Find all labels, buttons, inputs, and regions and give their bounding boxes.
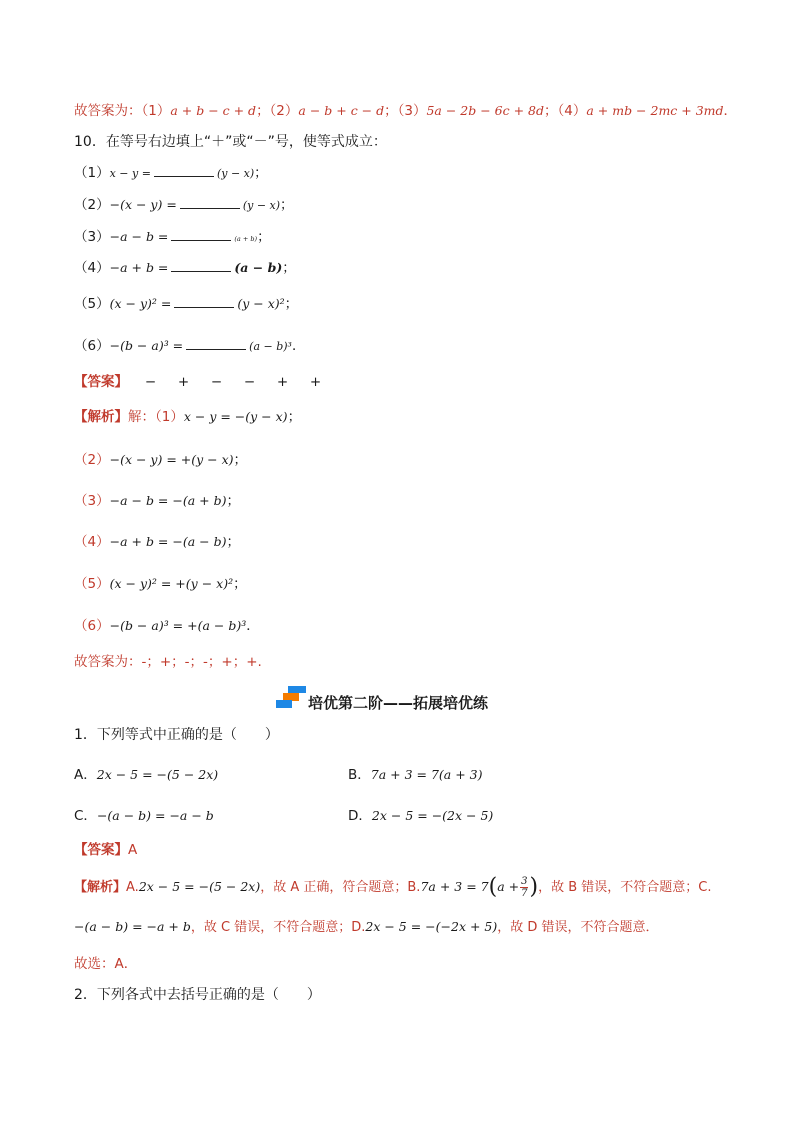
- answer-prefix: 故答案为：: [74, 103, 142, 119]
- option-label: B．: [348, 767, 371, 783]
- part-label: （1）: [141, 103, 171, 119]
- math-expr: a + mb − 2mc + 3md: [586, 103, 724, 118]
- part-label: ；（3）: [384, 103, 427, 119]
- tail: ；: [226, 493, 240, 509]
- option-ref: A.: [126, 880, 139, 895]
- answer-sign: −: [243, 374, 256, 390]
- rhs: (y − x): [242, 199, 281, 212]
- answer-sign: −: [144, 374, 157, 390]
- q10-analysis-3: [74, 492, 240, 510]
- math-expr: a − b + c − d: [298, 103, 385, 118]
- blank: [171, 227, 231, 241]
- math-expr: 5a − 2b − 6c + 8d: [426, 103, 544, 118]
- blank: [174, 294, 234, 308]
- solution-expr: (x − y)² = +(y − x)²: [109, 576, 234, 591]
- lhs: −a − b =: [109, 229, 169, 244]
- q1-analysis-line1: [74, 876, 711, 899]
- numerator: 3: [521, 876, 528, 887]
- paren: (: [488, 874, 498, 900]
- lhs: −(b − a)³ =: [109, 338, 184, 353]
- option-label: D．: [348, 808, 372, 824]
- q1-answer: [74, 841, 137, 859]
- tail: ．: [291, 338, 306, 354]
- part-label: ；（2）: [256, 103, 299, 119]
- tail: ；: [280, 197, 294, 213]
- analysis-text: ，故 B 错误，不符合题意；C.: [538, 880, 712, 895]
- tail: ；: [284, 296, 299, 312]
- blank: [180, 195, 240, 209]
- item-number: （6）: [74, 338, 110, 354]
- tail: ；: [257, 229, 271, 245]
- item-number: （1）: [155, 409, 184, 425]
- question-2-title: 2．下列各式中去括号正确的是（ ）: [74, 987, 321, 1003]
- tail: ．: [246, 618, 260, 634]
- option-c[interactable]: [74, 804, 214, 824]
- item-number: （3）: [74, 493, 110, 509]
- answer-sign: +: [309, 374, 322, 390]
- q10-answer: [74, 373, 332, 391]
- rhs: (a − b)³: [249, 340, 292, 353]
- analysis-intro: 解：: [128, 409, 155, 425]
- period: ．: [723, 103, 738, 119]
- section-title: 培优第二阶——拓展培优练: [308, 694, 489, 712]
- analysis-text: ，故 A 正确，符合题意；B.: [260, 880, 421, 895]
- solution-expr: −a + b = −(a − b): [109, 534, 227, 549]
- q10-item-1: [74, 163, 268, 183]
- rhs: (a + b): [234, 235, 258, 243]
- item-number: （2）: [74, 452, 110, 468]
- item-number: （4）: [74, 534, 110, 550]
- q10-item-2: [74, 195, 294, 215]
- solution-expr: x − y = −(y − x): [183, 409, 288, 424]
- analysis-text: ，故 D 错误，不符合题意．: [497, 920, 659, 935]
- lhs: (x − y)² =: [109, 296, 172, 311]
- solution-expr: −(x − y) = +(y − x): [109, 452, 234, 467]
- tail: ；: [287, 409, 302, 425]
- option-expr: 2x − 5 = −(5 − 2x): [96, 767, 219, 782]
- q10-analysis-6: [74, 617, 260, 635]
- answer-sign: +: [177, 374, 190, 390]
- option-label: A．: [74, 767, 97, 783]
- q10-final: 故答案为：-；+；-；-；+；+.: [74, 654, 262, 670]
- option-expr: 2x − 5 = −(2x − 5): [371, 808, 494, 823]
- math-expr: a + b − c + d: [170, 103, 257, 118]
- option-a[interactable]: [74, 763, 218, 783]
- lhs: x − y =: [109, 167, 151, 180]
- tail: ；: [233, 576, 247, 592]
- section-badge-icon: [274, 686, 308, 712]
- q10-item-4: [74, 258, 296, 277]
- math-expr: 2x − 5 = −(5 − 2x): [138, 879, 261, 894]
- tail: ；: [226, 534, 240, 550]
- lhs: −a + b =: [109, 260, 169, 275]
- fraction: [520, 876, 528, 899]
- item-number: （1）: [74, 165, 110, 181]
- paren: ): [529, 874, 539, 900]
- q1-analysis-line2: [74, 918, 659, 937]
- option-expr: 7a + 3 = 7(a + 3): [370, 767, 483, 782]
- question-10-title: 10．在等号右边填上“＋”或“－”号，使等式成立：: [74, 134, 387, 150]
- q10-analysis-4: [74, 533, 240, 551]
- math-expr: 2x − 5 = −(−2x + 5): [365, 919, 498, 934]
- option-b[interactable]: [348, 763, 483, 783]
- answer-tag: 【答案】: [74, 842, 128, 858]
- solution-expr: −a − b = −(a + b): [109, 493, 227, 508]
- item-number: （4）: [74, 260, 110, 276]
- q10-item-6: [74, 336, 305, 356]
- q10-item-5: [74, 294, 298, 313]
- tail: ；: [282, 260, 296, 276]
- q10-analysis-1: [74, 408, 301, 426]
- answer-tag: 【答案】: [74, 374, 128, 390]
- tail: ；: [233, 452, 248, 468]
- q10-analysis-5: [74, 575, 247, 593]
- part-label: ；（4）: [544, 103, 587, 119]
- q10-item-3: [74, 227, 271, 248]
- analysis-tag: 【解析】: [74, 880, 127, 895]
- answer-sign: +: [276, 374, 289, 390]
- option-label: C．: [74, 808, 97, 824]
- analysis-text: ，故 C 错误，不符合题意；D.: [190, 920, 366, 935]
- blank: [154, 163, 214, 177]
- item-number: （2）: [74, 197, 110, 213]
- item-number: （3）: [74, 229, 110, 245]
- lhs: −(x − y) =: [109, 197, 177, 212]
- rhs: (y − x): [216, 167, 255, 180]
- analysis-tag: 【解析】: [74, 409, 128, 425]
- answer-line-prev: [74, 102, 737, 120]
- tail: ；: [254, 165, 268, 181]
- math-expr: −(a − b) = −a + b: [74, 919, 191, 934]
- rhs: (a − b): [234, 260, 283, 275]
- question-1-title: 1．下列等式中正确的是（ ）: [74, 727, 279, 743]
- item-number: （6）: [74, 618, 110, 634]
- item-number: （5）: [74, 576, 110, 592]
- item-number: （5）: [74, 296, 110, 312]
- blank: [171, 258, 231, 272]
- rhs: (y − x)²: [237, 296, 285, 311]
- option-expr: −(a − b) = −a − b: [96, 808, 214, 823]
- math-expr: a +: [497, 879, 520, 894]
- q10-analysis-2: [74, 451, 247, 469]
- solution-expr: −(b − a)³ = +(a − b)³: [109, 618, 247, 633]
- math-expr: 7a + 3 = 7: [420, 879, 489, 894]
- option-d[interactable]: [348, 804, 493, 824]
- q1-final: 故选：A．: [74, 956, 138, 972]
- denominator: 7: [521, 888, 528, 899]
- answer-value: A: [128, 842, 138, 858]
- answer-sign: −: [210, 374, 223, 390]
- blank: [186, 336, 246, 350]
